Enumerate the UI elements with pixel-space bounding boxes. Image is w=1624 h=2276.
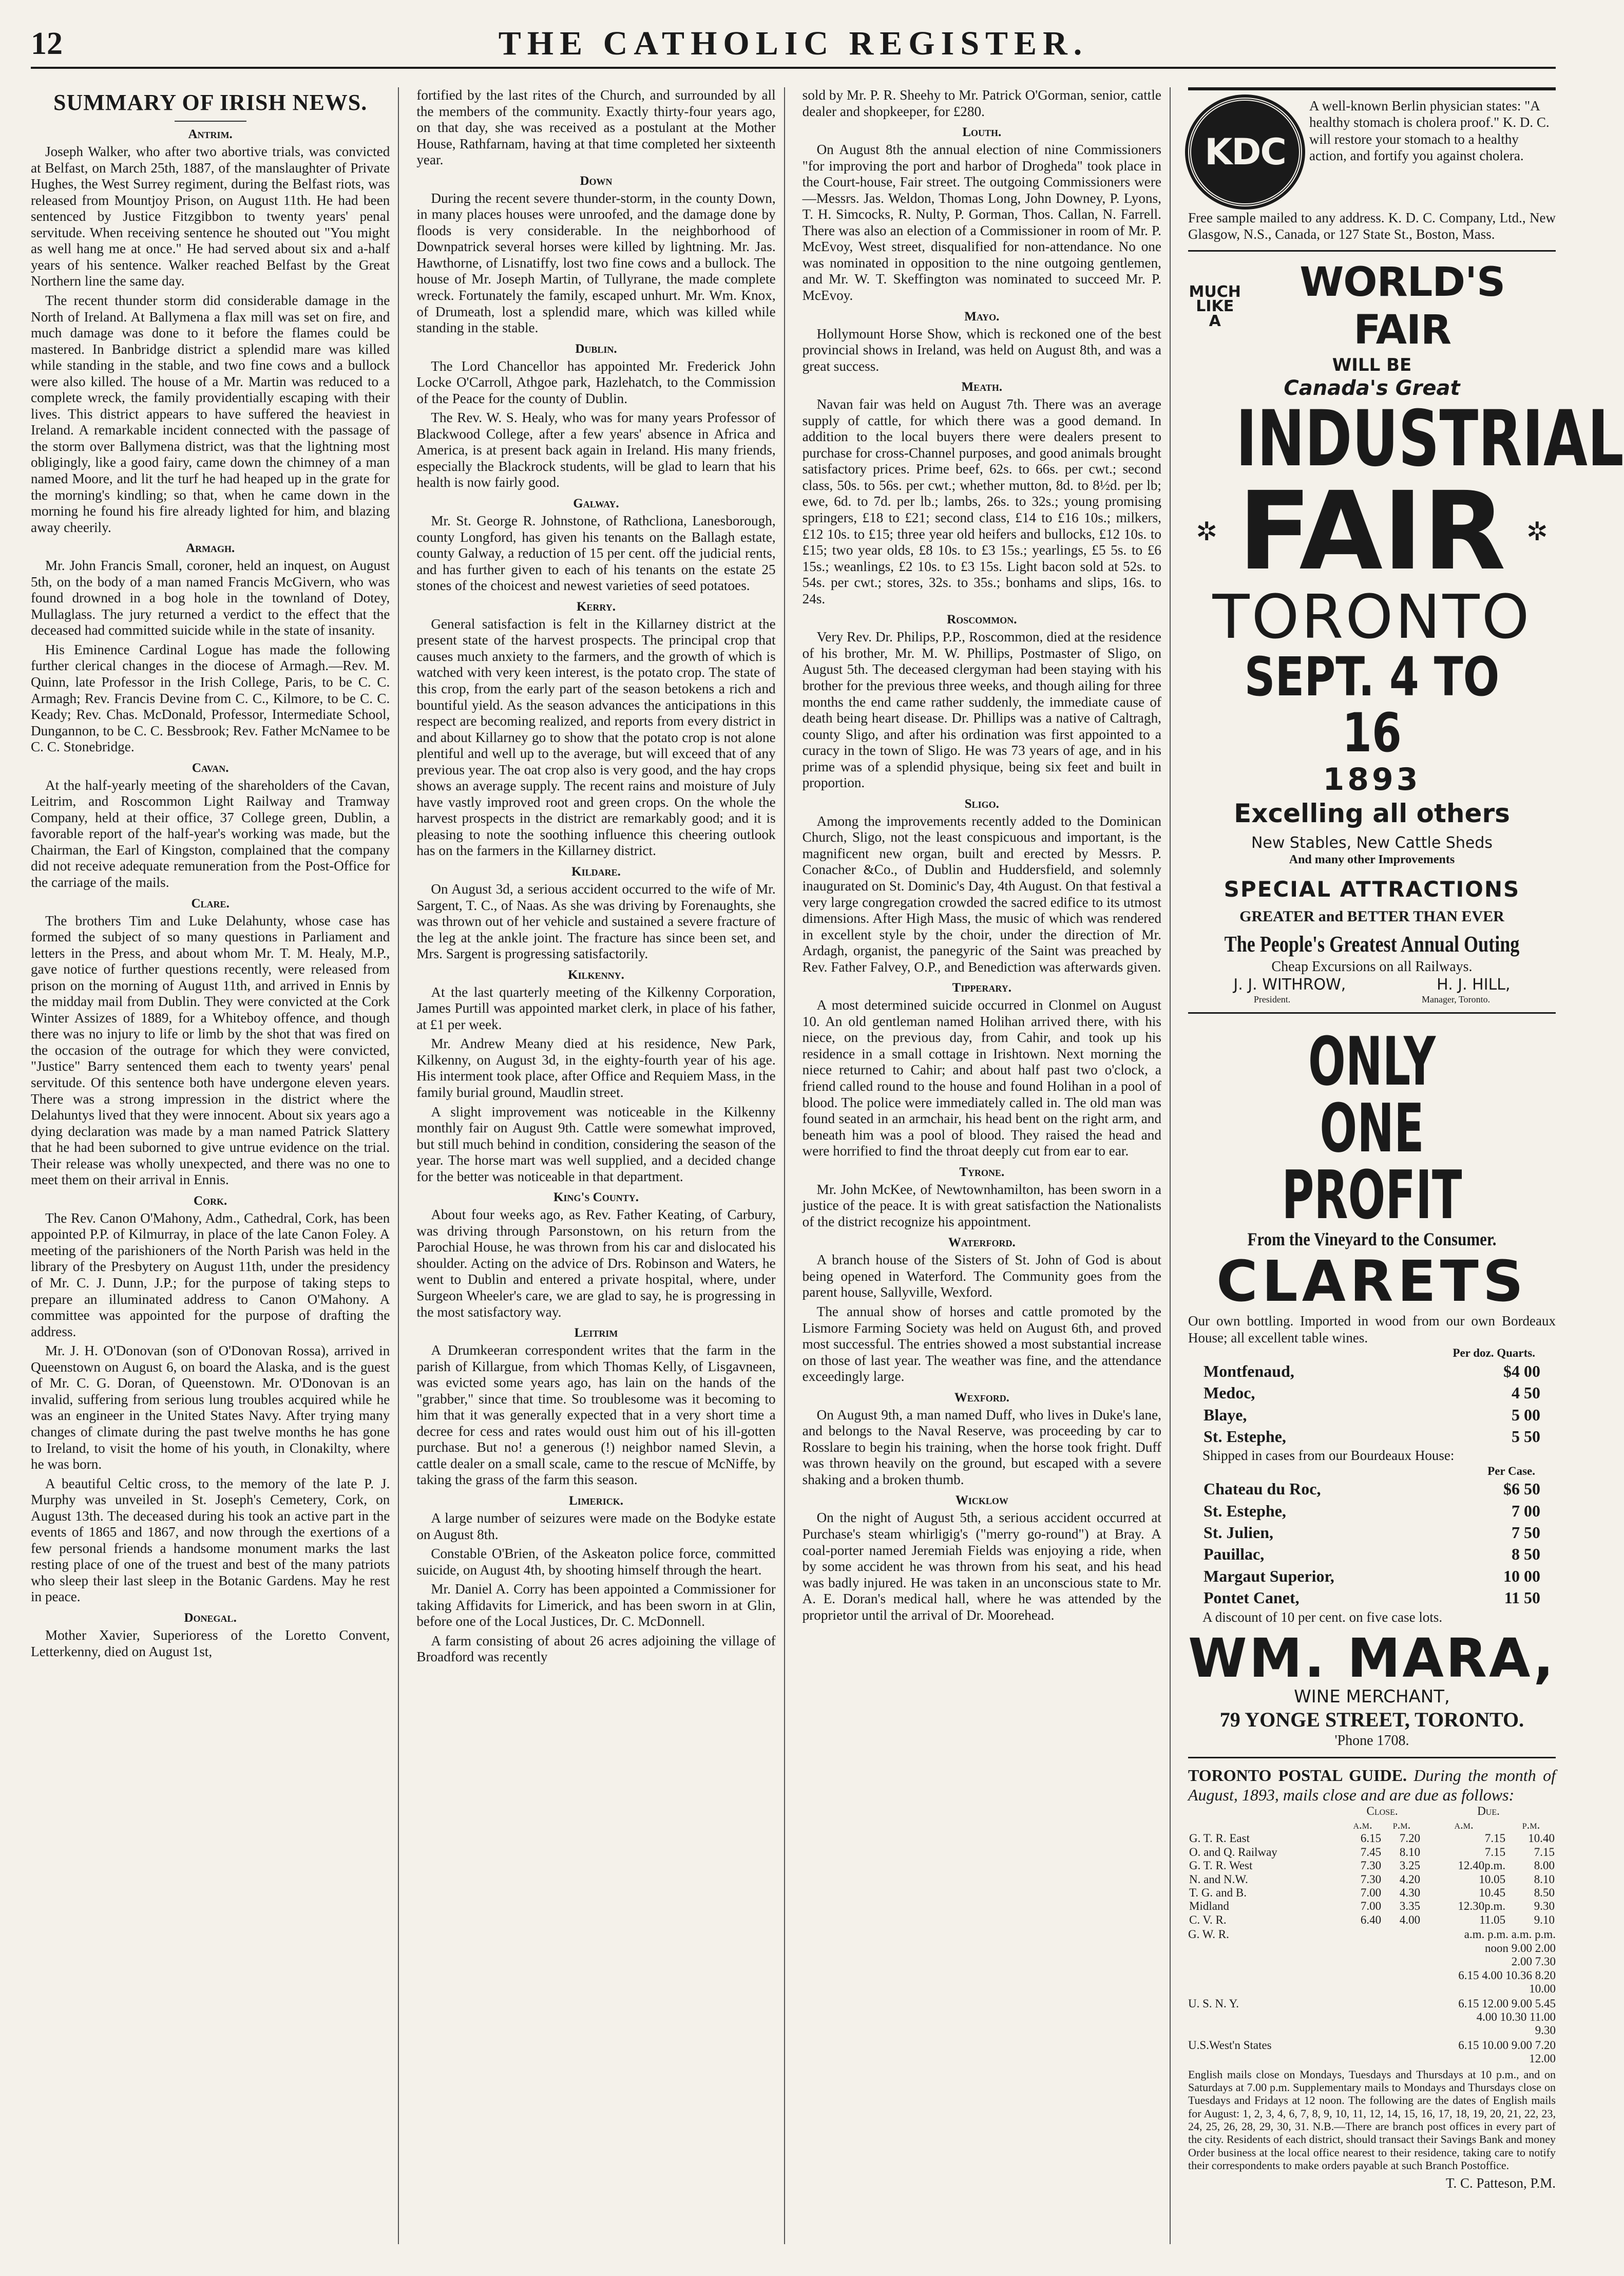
stables-text: New Stables, New Cattle Sheds [1251, 834, 1493, 852]
mail-time-line: noon 9.00 2.00 [1484, 1941, 1556, 1955]
county-heading: Kerry. [576, 599, 616, 614]
mail-route: T. G. and B. [1189, 1886, 1247, 1900]
wine-price-row [1188, 1426, 1556, 1447]
county-heading: Cork. [194, 1193, 227, 1208]
county-heading: Limerick. [569, 1494, 623, 1508]
mail-route: U.S.West'n States [1188, 2038, 1272, 2052]
news-column-3 [803, 87, 1171, 2244]
wine-price-row [1188, 1404, 1556, 1426]
mail-time: 10.45 [1479, 1886, 1506, 1900]
wine-name: Margaut Superior, [1203, 1566, 1334, 1585]
merchant-name: WM. MARA, [1188, 1627, 1556, 1690]
news-column-1 [31, 87, 399, 2244]
mail-route: O. and Q. Railway [1189, 1845, 1277, 1858]
news-paragraph: Mr. John McKee, of Newtownhamilton, has been sworn in a justice of the peace. It is with great satisfaction the Nationalists of the district recognize his appointment. [802, 1181, 1161, 1229]
wine-price: 8 50 [1511, 1545, 1540, 1564]
postal-row [1188, 1832, 1556, 1845]
ornament-star-icon: ✲ [1196, 516, 1218, 546]
wine-name: Blaye, [1203, 1405, 1247, 1424]
wine-name: Medoc, [1203, 1383, 1255, 1402]
news-paragraph: Navan fair was held on August 7th. There was an average supply of cattle, for which there was a good demand. In addition to the local buyers there were dealers present to purchase for cross-Channel purposes, and good animals brought satisfactory prices. Prime beef, 62s. to 66s. per cwt.; second class, 50s. to 56s. per cwt.; whether mutton, 8d. to 8½d. per lb; ewe, 6d. to 7d. per lb.; lambs, 26s. to 32s.; young promising springers, £18 to £21; second class, £14 to £16 10s.; milkers, £12 10s. to £15; three year old heifers and bullocks, £12 10s. to £15; two year olds, £8 10s. to £3 15s.; yearlings, £5 5s. to £6 15s.; weanlings, £2 10s. to £3 15s. Light bacon sold at 52s. to 54s. per cwt.; stores, 32s. to 35s.; bonhams and slips, 16s. to 24s. [802, 396, 1161, 606]
pm-label: p.m. [1392, 1818, 1411, 1831]
wine-price: 7 00 [1511, 1501, 1540, 1520]
county-heading: Sligo. [964, 796, 999, 811]
news-paragraph: His Eminence Cardinal Logue has made the following further clerical changes in the diocese of Armagh.—Rev. M. Quinn, late Professor in the Irish College, Paris, to be C. C. Armagh; Rev. Francis Devine from C. C., Kilmore, to be C. C. Keady; Rev. Chas. McDonald, Professor, Intermediate School, Dungannon, to be C. C. Bessbrook; Rev. Father McNamee to be C. C. Stonebridge. [31, 641, 390, 755]
news-paragraph: At the last quarterly meeting of the Kilkenny Corporation, James Purtill was appointed market clerk, in place of his father, at £1 per week. [416, 984, 776, 1032]
mail-time-line: 9.30 [1535, 2024, 1556, 2037]
mail-time: 7.00 [1360, 1900, 1382, 1913]
am-label: a.m. [1353, 1818, 1372, 1831]
page-number: 12 [31, 26, 63, 61]
mail-time: 9.10 [1534, 1913, 1555, 1926]
fair-heading: FAIR [1238, 468, 1506, 594]
news-paragraph: During the recent severe thunder-storm, in the county Down, in many places houses were unroofed, and the damage done by floods is very considerable. In the neighborhood of Downpatrick several horses were killed by lightning. Mr. Jas. Hawthorne, of Lisnatiffy, lost two fine cows and a bullock. The house of Mr. Joseph Martin, of Tullyrane, the made complete wreck. Fortunately the family, escaped unhurt. Mr. Wm. Knox, of Drumeath, lost a splendid mare, which was killed while standing in the stable. [416, 190, 776, 336]
advertisement-column [1188, 87, 1624, 2244]
mail-route: G. W. R. [1188, 1928, 1229, 1941]
section-heading: SUMMARY OF IRISH NEWS. [53, 90, 368, 115]
mail-route: C. V. R. [1189, 1913, 1227, 1926]
postal-guide [1188, 1758, 1556, 2192]
mail-time: 3.25 [1399, 1859, 1421, 1872]
mail-time: 12.40p.m. [1458, 1859, 1506, 1872]
news-paragraph: Mr. Andrew Meany died at his residence, New Park, Kilkenny, on August 3d, in the eighty-fourth year of his age. His interment took place, after Office and Requiem Mass, in the family burial ground, Maudlin street. [416, 1036, 776, 1100]
mail-route: G. T. R. West [1189, 1859, 1253, 1872]
county-heading: Dublin. [575, 342, 617, 356]
county-heading: Donegal. [184, 1610, 237, 1625]
cases-price-list [1188, 1478, 1556, 1608]
news-paragraph: Mr. St. George R. Johnstone, of Rathcliona, Lanesborough, county Longford, has given his tenants on the Ballagh estate, county Galway, a reduction of 15 per cent. off the judicial rents, and has further given to each of his tenants on the estate 25 stones of the choicest and newest varieties of seed potatoes. [416, 513, 776, 594]
news-paragraph: Constable O'Brien, of the Askeaton police force, committed suicide, on August 4th, by shooting himself through the heart. [416, 1546, 776, 1578]
mail-time: 8.00 [1534, 1859, 1555, 1872]
postal-guide-intro: During the month of August, 1893, mails close and are due as follows: [1188, 1766, 1556, 1805]
mail-time: 3.35 [1399, 1900, 1421, 1913]
wine-price-row [1188, 1382, 1556, 1403]
news-paragraph: The Lord Chancellor has appointed Mr. Frederick John Locke O'Carroll, Athgoe park, Hazlehatch, to the Commission of the Peace for the county of Dublin. [416, 358, 776, 406]
much-text: MUCH [1189, 282, 1241, 301]
wine-price: 5 00 [1511, 1405, 1540, 1424]
county-heading: Meath. [961, 380, 1003, 394]
improvements-text: And many other Improvements [1289, 853, 1455, 867]
will-be-text: WILL BE [1332, 354, 1412, 375]
wine-price-row [1188, 1522, 1556, 1543]
wine-name: St. Estephe, [1203, 1501, 1286, 1520]
news-paragraph: Very Rev. Dr. Philips, P.P., Roscommon, died at the residence of his brother, Mr. M. W. Phillips, Postmaster of Sligo, on August 5th. The deceased clergyman had been staying with his brother for the previous three weeks, and though ailing for three months the end came rather suddenly, the immediate cause of death being heart disease. Dr. Phillips was a native of Caltragh, county Sligo, and after his ordination was first appointed to a curacy in the town of Sligo. He was 73 years of age, and in his prime was of a splendid physique, being six feet and built in proportion. [802, 629, 1161, 791]
per-dozen-header: Per doz. Quarts. [1453, 1346, 1535, 1360]
news-paragraph: Mother Xavier, Superioress of the Loretto Convent, Letterkenny, died on August 1st, [31, 1627, 390, 1659]
wine-price: 5 50 [1511, 1427, 1540, 1446]
postal-row [1188, 1873, 1556, 1886]
postal-extra-routes [1188, 1928, 1556, 2065]
news-paragraph: A slight improvement was noticeable in the Kilkenny monthly fair on August 9th. Cattle were somewhat improved, but still much behind in condition, considering the season of the year. The horse mart was well supplied, and a decided change for the better was noticeable in that department. [416, 1104, 776, 1184]
kdc-sample-offer: Free sample mailed to any address. K. D. C. Company, Ltd., New Glasgow, N.S., Canada, or 127 State St., Boston, Mass. [1188, 210, 1556, 242]
county-heading: Wicklow [955, 1493, 1008, 1508]
mail-time: 4.30 [1399, 1886, 1421, 1900]
county-heading: Tyrone. [959, 1165, 1005, 1179]
news-paragraph: On the night of August 5th, a serious accident occurred at Purchase's steam whirligig's ("merry go-round") at Bray. A coal-porter named Jeremiah Fields was enjoying a ride, when by some accident he was thrown from his seat, and his head was badly injured. He was taken in an unconscious state to Mr. A. E. Doran's medical hall, where he was attended by the proprietor until the arrival of Dr. Moorehead. [802, 1510, 1161, 1623]
mail-time: 8.50 [1534, 1886, 1555, 1900]
mail-time-line: 10.00 [1529, 1982, 1556, 1996]
wine-name: Pauillac, [1203, 1545, 1265, 1564]
special-attractions: SPECIAL ATTRACTIONS [1224, 876, 1520, 902]
county-heading: Armagh. [186, 541, 235, 556]
news-paragraph: fortified by the last rites of the Church, and surrounded by all the members of the community. Exactly thirty-four years ago, on that day, she was received as a postulant at the Mother House, Rathfarnam, having at that time completed her sixteenth year. [416, 87, 776, 168]
wine-name: St. Estephe, [1203, 1427, 1286, 1446]
kdc-text: A well-known Berlin physician states: "A healthy stomach is cholera proof." K. D. C. will restore your stomach to a healthy action, and fortify you against cholera. [1309, 98, 1550, 164]
county-heading: Waterford. [948, 1236, 1016, 1250]
due-column-header: Due. [1477, 1805, 1500, 1818]
mail-time: 6.15 [1360, 1832, 1382, 1845]
wine-price: $6 50 [1503, 1480, 1540, 1499]
close-column-header: Close. [1366, 1805, 1398, 1818]
annual-outing-text: The People's Greatest Annual Outing [1224, 932, 1520, 957]
fair-year: 1893 [1323, 762, 1421, 798]
mail-time-line: 2.00 7.30 [1511, 1955, 1556, 1968]
news-paragraph: At the half-yearly meeting of the shareholders of the Cavan, Leitrim, and Roscommon Light Railway and Tramway Company, held at their office, 37 College green, Dublin, a favorable report of the half-year's working was made, but the Chairman, the Earl of Kingston, complained that the company did not receive adequate remuneration from the Post-Office for the carriage of the mails. [31, 777, 390, 890]
merchant-address: 79 YONGE STREET, TORONTO. [1219, 1708, 1524, 1732]
county-heading: Kildare. [571, 864, 621, 879]
toronto-heading: TORONTO [1212, 581, 1532, 652]
postal-route-block [1188, 1928, 1556, 1996]
mail-time-line: 4.00 10.30 11.00 [1476, 2010, 1556, 2023]
wine-price: 10 00 [1503, 1566, 1540, 1585]
mail-times [1458, 1928, 1556, 1996]
per-case-header: Per Case. [1487, 1464, 1535, 1477]
news-paragraph: A beautiful Celtic cross, to the memory of the late P. J. Murphy was unveiled in St. Joseph's Cemetery, Cork, on August 13th. The deceased during his took an active part in the events of 1865 and 1867, and now through the exertions of a few personal friends a handsome monument marks the last resting place of one of the truest and best of the many patriots who sleep their last sleep in the Botanic Gardens. May he rest in peace. [31, 1475, 390, 1605]
county-heading: King's County. [553, 1190, 639, 1205]
news-paragraph: Mr. Daniel A. Corry has been appointed a Commissioner for taking Affidavits for Limerick, and has been sworn in at Glin, before one of the Local Justices, Dr. C. McDonnell. [416, 1581, 776, 1629]
president-title: President. [1253, 994, 1291, 1004]
president-name: J. J. WITHROW, [1233, 975, 1346, 994]
kdc-advertisement [1188, 87, 1556, 252]
news-paragraph: On August 8th the annual election of nine Commissioners "for improving the port and harbor of Drogheda" took place in the Court-house, Fair street. The outgoing Commissioners were—Messrs. Jas. Weldon, Thomas Long, John Downey, P. Lyons, T. H. Simcocks, R. Nulty, P. Gorman, Thos. Callan, N. Farrell. There was also an election of a Commissioner in room of Mr. P. McEvoy, West street, disqualified for non-attendance. No one was nominated in opposition to the nine outgoing gentlemen, and Mr. W. T. Skeffington was nominated to succeed Mr. P. McEvoy. [802, 142, 1161, 304]
news-paragraph: Joseph Walker, who after two abortive trials, was convicted at Belfast, on March 25th, 1887, of the manslaughter of Private Hughes, the West Surrey regiment, during the Belfast riots, was released from Mountjoy Prison, on August 11th. He had been sentenced by Justice Fitzgibbon to twenty years' penal servitude. When receiving sentence he shouted out "You might as well hang me at once." He had served about six and a-half years of his sentence. Walker reached Belfast by the Great Northern line the same day. [31, 144, 390, 289]
wine-name: St. Julien, [1203, 1523, 1274, 1542]
wine-price: 7 50 [1511, 1523, 1540, 1542]
wine-advertisement [1188, 1014, 1556, 1758]
page-columns [31, 87, 1624, 2254]
mail-time: 11.05 [1479, 1913, 1506, 1926]
news-paragraph: On August 9th, a man named Duff, who lives in Duke's lane, and belongs to the Naval Reserve, was proceeding by car to Rosslare to begin his training, when the horse took fright. Duff was thrown heavily on the ground, but escaped with a severe shaking and a broken thumb. [802, 1407, 1161, 1487]
ornament-star-icon: ✲ [1526, 516, 1548, 546]
county-heading: Tipperary. [952, 981, 1011, 995]
masthead [31, 21, 1556, 69]
county-heading: Galway. [573, 497, 619, 511]
county-heading: Louth. [962, 125, 1002, 140]
postal-row [1188, 1846, 1556, 1859]
only-one-profit-heading: ONLY ONE PROFIT [1282, 1022, 1462, 1235]
canadas-great-text: Canada's Great [1284, 376, 1460, 400]
news-column-2 [416, 87, 785, 2244]
wine-price-row [1188, 1587, 1556, 1608]
mail-time: 10.40 [1528, 1832, 1555, 1845]
mail-time-line: 6.15 10.00 9.00 7.20 [1458, 2038, 1556, 2052]
mail-route: N. and N.W. [1189, 1872, 1248, 1886]
news-paragraph: Among the improvements recently added to the Dominican Church, Sligo, not the least conspicuous and important, is the magnificent new organ, built and erected by Messrs. P. Conacher &Co., of Dublin and Huddersfield, and solemnly inaugurated on St. Dominic's Day, 4th August. On that festival a very large congregation crowded the sacred edifice to its utmost dimensions. After High Mass, the music of which was rendered in excellent style by the choir, under the direction of Mr. Ardagh, organist, the panegyric of the Saint was preached by Rev. Father Falvey, O.P., and Benediction was afterwards given. [802, 813, 1161, 975]
merchant-title: WINE MERCHANT, [1294, 1686, 1450, 1708]
county-heading: Down [580, 174, 613, 188]
clarets-heading: CLARETS [1216, 1248, 1528, 1315]
mail-time: 7.15 [1534, 1845, 1555, 1858]
news-paragraph: The Rev. W. S. Healy, who was for many years Professor of Blackwood College, after a few years' absence in Africa and America, is at present back again in Ireland. His many friends, especially the Blackrock students, will be glad to learn that his health is now fairly good. [416, 410, 776, 490]
news-paragraph: About four weeks ago, as Rev. Father Keating, of Carbury, was driving through Parsonstown, on his return from the Parochial House, he was thrown from his car and dislocated his shoulder. Acting on the advice of Drs. Robinson and Waters, he went to Dublin and entered a private hospital, where, under Surgeon Wheeler's care, we are glad to say, he is progressing in the most satisfactory way. [416, 1207, 776, 1320]
manager-title: Manager, Toronto. [1421, 994, 1491, 1004]
postal-row [1188, 1900, 1556, 1913]
county-heading: Leitrim [574, 1326, 618, 1340]
county-heading: Wexford. [954, 1390, 1009, 1405]
news-paragraph: General satisfaction is felt in the Killarney district at the present state of the harvest prospects. The principal crop that causes much anxiety to the farmers, and the growth of which is watched with very keen interest, is the potato crop. The state of this crop, from the early part of the season betokens a rich and bountiful yield. As the season advances the anticipations in this respect are becoming realized, and reports from every district in and about Killarney go to show that the potato crop is not alone plentiful and well up to the average, but will exceed that of any previous year. The oat crop also is very good, and the hay crops shows an average supply. The recent rains and moisture of July have vastly improved root and green crops. On the whole the harvest prospects in the district are remarkably good; and it is pleasing to note the soothing influence this cheering outlook has on the farmers in the Killarney district. [416, 616, 776, 859]
mail-time: 6.40 [1360, 1913, 1382, 1926]
mail-time-line: a.m. p.m. a.m. p.m. [1464, 1928, 1556, 1941]
news-paragraph: A farm consisting of about 26 acres adjoining the village of Broadford was recently [416, 1633, 776, 1665]
postal-route-block [1188, 1997, 1556, 2038]
mail-time: 7.20 [1399, 1832, 1421, 1845]
shipped-text: Shipped in cases from our Bourdeaux House: [1202, 1448, 1455, 1464]
mail-time: 12.30p.m. [1458, 1900, 1506, 1913]
wine-price-row [1188, 1500, 1556, 1522]
fair-dates: SEPT. 4 TO 16 [1244, 645, 1500, 764]
news-paragraph: Mr. John Francis Small, coroner, held an inquest, on August 5th, on the body of a man named Francis McGivern, who was found drowned in a bog hole in the townland of Dotey, Mullaglass. The jury returned a verdict to the effect that the deceased had committed suicide while in the state of insanity. [31, 558, 390, 638]
industrial-fair-advertisement [1188, 252, 1624, 1014]
like-a-text: LIKE A [1196, 297, 1234, 330]
news-paragraph: A Drumkeeran correspondent writes that the farm in the parish of Killargue, from which Thomas Kelly, of Lisgavneen, was evicted some years ago, has lain on the hands of the "grabber," since that time. So troublesome was it becoming to him that it was generally expected that in a very short time a decree for cess and rates would oust him out of his ill-gotten purchase. But no! a generous (!) neighbor named Slevin, a cattle dealer on a small scale, came to the rescue of McNiffe, by taking the grass of the farm this season. [416, 1342, 776, 1488]
news-paragraph: On August 3d, a serious accident occurred to the wife of Mr. Sargent, T. C., of Naas. As she was driving by Forenaughts, she was thrown out of her vehicle and sustained a severe fracture of the leg at the ankle joint. The fracture has since been set, and Mrs. Sargent is progressing satisfactorily. [416, 881, 776, 962]
mail-time: 7.30 [1360, 1872, 1382, 1886]
news-paragraph: A branch house of the Sisters of St. John of God is about being opened in Waterford. The Community goes from the parent house, Sallyville, Wexford. [802, 1252, 1161, 1300]
county-heading: Kilkenny. [568, 968, 624, 982]
wine-name: Chateau du Roc, [1203, 1480, 1321, 1499]
mail-time: 7.15 [1484, 1845, 1506, 1858]
news-paragraph: Mr. J. H. O'Donovan (son of O'Donovan Rossa), arrived in Queenstown on August 6, on board the Alaska, and is the guest of Mr. C. G. Doran, of Queenstown. Mr. O'Donovan is an invalid, suffering from serious lung troubles acquired while he was an engineer in the United States Navy. After trying many changes of climate during the past twelve months he has gone to Ireland, to visit the home of his youth, in Clonakilty, where he was born. [31, 1343, 390, 1472]
news-paragraph: A large number of seizures were made on the Bodyke estate on August 8th. [416, 1510, 776, 1542]
news-paragraph: sold by Mr. P. R. Sheehy to Mr. Patrick O'Gorman, senior, cattle dealer and shopkeeper, for £280. [802, 87, 1161, 119]
kdc-logo: KDC [1188, 98, 1302, 206]
news-paragraph: The brothers Tim and Luke Delahunty, whose case has formed the subject of so many questions in Parliament and letters in the Press, and about whom Mr. T. M. Healy, M.P., gave notice of further questions recently, were released from prison on the morning of August 11th, and arrived in Ennis by the midday mail from Dublin. They were convicted at the Cork Winter Assizes of 1889, for a Whiteboy offence, and though there was no injury to life or limb by the shot that was fired on the occasion of the outrage for which they were convicted, "Justice" Barry sentenced them each to twenty years' penal servitude. Of this sentence both have undergone eleven years. There was a strong impression in the district where the Delahuntys lived that they were innocent. About six years ago a dying declaration was made by a man named Patrick Slattery that he had been suborned to give untrue evidence on the trial. Their release was wholly unexpected, and there was no one to meet them on their arrival in Ennis. [31, 913, 390, 1188]
county-heading: Mayo. [964, 309, 1000, 324]
postal-row [1188, 1859, 1556, 1872]
postal-row [1188, 1913, 1556, 1927]
wine-name: Pontet Canet, [1203, 1588, 1300, 1607]
postmaster-signature: T. C. Patteson, P.M. [1445, 2175, 1556, 2191]
mail-time: 7.15 [1484, 1832, 1506, 1845]
pm-label: p.m. [1522, 1818, 1540, 1831]
mail-time-line: 6.15 12.00 9.00 5.45 [1458, 1997, 1556, 2010]
greater-better-text: GREATER and BETTER THAN EVER [1239, 908, 1504, 925]
merchant-phone: 'Phone 1708. [1334, 1733, 1409, 1749]
county-heading: Roscommon. [947, 613, 1017, 627]
wine-price: 11 50 [1504, 1588, 1540, 1607]
wine-price-row [1188, 1565, 1556, 1587]
newspaper-title: THE CATHOLIC REGISTER. [498, 25, 1088, 62]
cheap-excursions-text: Cheap Excursions on all Railways. [1271, 959, 1473, 975]
news-paragraph: Hollymount Horse Show, which is reckoned one of the best provincial shows in Ireland, was held on August 8th, and was a great success. [802, 326, 1161, 374]
wine-price-row [1188, 1543, 1556, 1565]
quarts-price-list [1188, 1360, 1556, 1448]
wine-price-row [1188, 1360, 1556, 1382]
news-paragraph: The annual show of horses and cattle promoted by the Lismore Farming Society was held on August 6th, and proved most successful. The entries showed a most substantial increase on those of last year. The weather was fine, and the attendance exceedingly large. [802, 1304, 1161, 1384]
postal-table [1188, 1805, 1556, 1927]
mail-time: 7.45 [1360, 1845, 1382, 1858]
news-paragraph: The recent thunder storm did considerable damage in the North of Ireland. At Ballymena a flax mill was set on fire, and much damage was done to it before the flames could be mastered. In Banbridge district a splendid mare was killed while standing in the stable, and two fine cows and a bullock were also killed. The house of a Mr. Martin was reduced to a complete wreck, the family providentially escaping with their lives. This district appears to have suffered the heaviest in Ireland. A remarkable incident connected with the passage of the storm over Ballymena district, was that the lightning most obligingly, like a good fairy, came down the chimney of a man named Moore, and lit the turf he had heaped up in the grate for the morning's kindling; so that, when he came down in the morning he found his fire already lighted for him, and blazing away cheerily. [31, 292, 390, 535]
mail-route: G. T. R. East [1189, 1832, 1250, 1845]
mail-time: 8.10 [1399, 1845, 1421, 1858]
mail-time: 7.00 [1360, 1886, 1382, 1900]
worlds-fair-heading: WORLD'S FAIR [1300, 259, 1505, 354]
manager-name: H. J. HILL, [1437, 975, 1511, 994]
news-paragraph: A most determined suicide occurred in Clonmel on August 10. An old gentleman named Holihan arrived there, with his niece, on the previous day, from Cahir, and took up his residence in a small cottage in Irishtown. Next morning the niece returned to Cahir; and about half past two o'clock, a friend called round to the house and found Holihan in a pool of blood. The police were immediately called in. The old man was found seated in an armchair, his head bent on the right arm, and beneath him was a pool of blood. They raised the head and were horrified to find the throat deeply cut from ear to ear. [802, 997, 1161, 1159]
excelling-text: Excelling all others [1234, 799, 1510, 829]
postal-guide-title: TORONTO POSTAL GUIDE. [1188, 1766, 1407, 1785]
news-paragraph: The Rev. Canon O'Mahony, Adm., Cathedral, Cork, has been appointed P.P. of Kilmurray, in place of the late Canon Foley. A meeting of the parishioners of the North Parish was held in the library of the Presbytery on August 11th, under the presidency of Mr. C. J. Dunn, J.P.; for the purpose of taking steps to prepare an illuminated address to Canon O'Mahony. A committee was appointed for the purpose of drafting the address. [31, 1210, 390, 1339]
mail-time: 10.05 [1479, 1872, 1506, 1886]
wine-price: $4 00 [1503, 1361, 1540, 1380]
discount-text: A discount of 10 per cent. on five case lots. [1202, 1609, 1443, 1625]
county-heading: Cavan. [192, 761, 229, 775]
wine-intro: Our own bottling. Imported in wood from our own Bordeaux House; all excellent table wines. [1188, 1313, 1556, 1345]
mail-time: 8.10 [1534, 1872, 1555, 1886]
wine-price-row [1188, 1478, 1556, 1500]
mail-time-line: 12.00 [1529, 2052, 1556, 2065]
vineyard-text: From the Vineyard to the Consumer. [1247, 1229, 1497, 1250]
mail-route: Midland [1189, 1900, 1229, 1913]
am-label: a.m. [1454, 1818, 1474, 1831]
postal-route-block [1188, 2039, 1556, 2066]
mail-time: 4.00 [1399, 1913, 1421, 1926]
mail-times [1458, 1997, 1556, 2038]
wine-name: Montfenaud, [1203, 1361, 1294, 1380]
mail-route: U. S. N. Y. [1188, 1997, 1239, 2010]
mail-time-line: 6.15 4.00 10.36 8.20 [1458, 1968, 1556, 1982]
mail-time: 7.30 [1360, 1859, 1382, 1872]
county-heading: Clare. [191, 896, 230, 911]
postal-notes: English mails close on Mondays, Tuesdays and Thursdays at 10 p.m., and on Saturdays at 7.00 p.m. Supplementary mails to Mondays and Thursdays close on Tuesdays and Fridays at 12 noon. The following are the dates of English mails for August: 1, 2, 3, 4, 6, 7, 8, 9, 10, 11, 12, 14, 15, 16, 17, 18, 19, 20, 21, 22, 23, 24, 25, 26, 28, 29, 30, 31. N.B.—There are branch post offices in every part of the city. Residents of each district, should transact their Savings Bank and money Order business at the local office nearest to their residence, taking care to notify their correspondents to make orders payable at such Branch Postoffice. [1188, 2068, 1556, 2172]
wine-price: 4 50 [1511, 1383, 1540, 1402]
county-heading: Antrim. [188, 127, 233, 142]
industrial-heading: INDUSTRIAL [1236, 394, 1624, 484]
postal-row [1188, 1886, 1556, 1900]
mail-time: 9.30 [1534, 1900, 1555, 1913]
mail-time: 4.20 [1399, 1872, 1421, 1886]
mail-times [1458, 2039, 1556, 2066]
